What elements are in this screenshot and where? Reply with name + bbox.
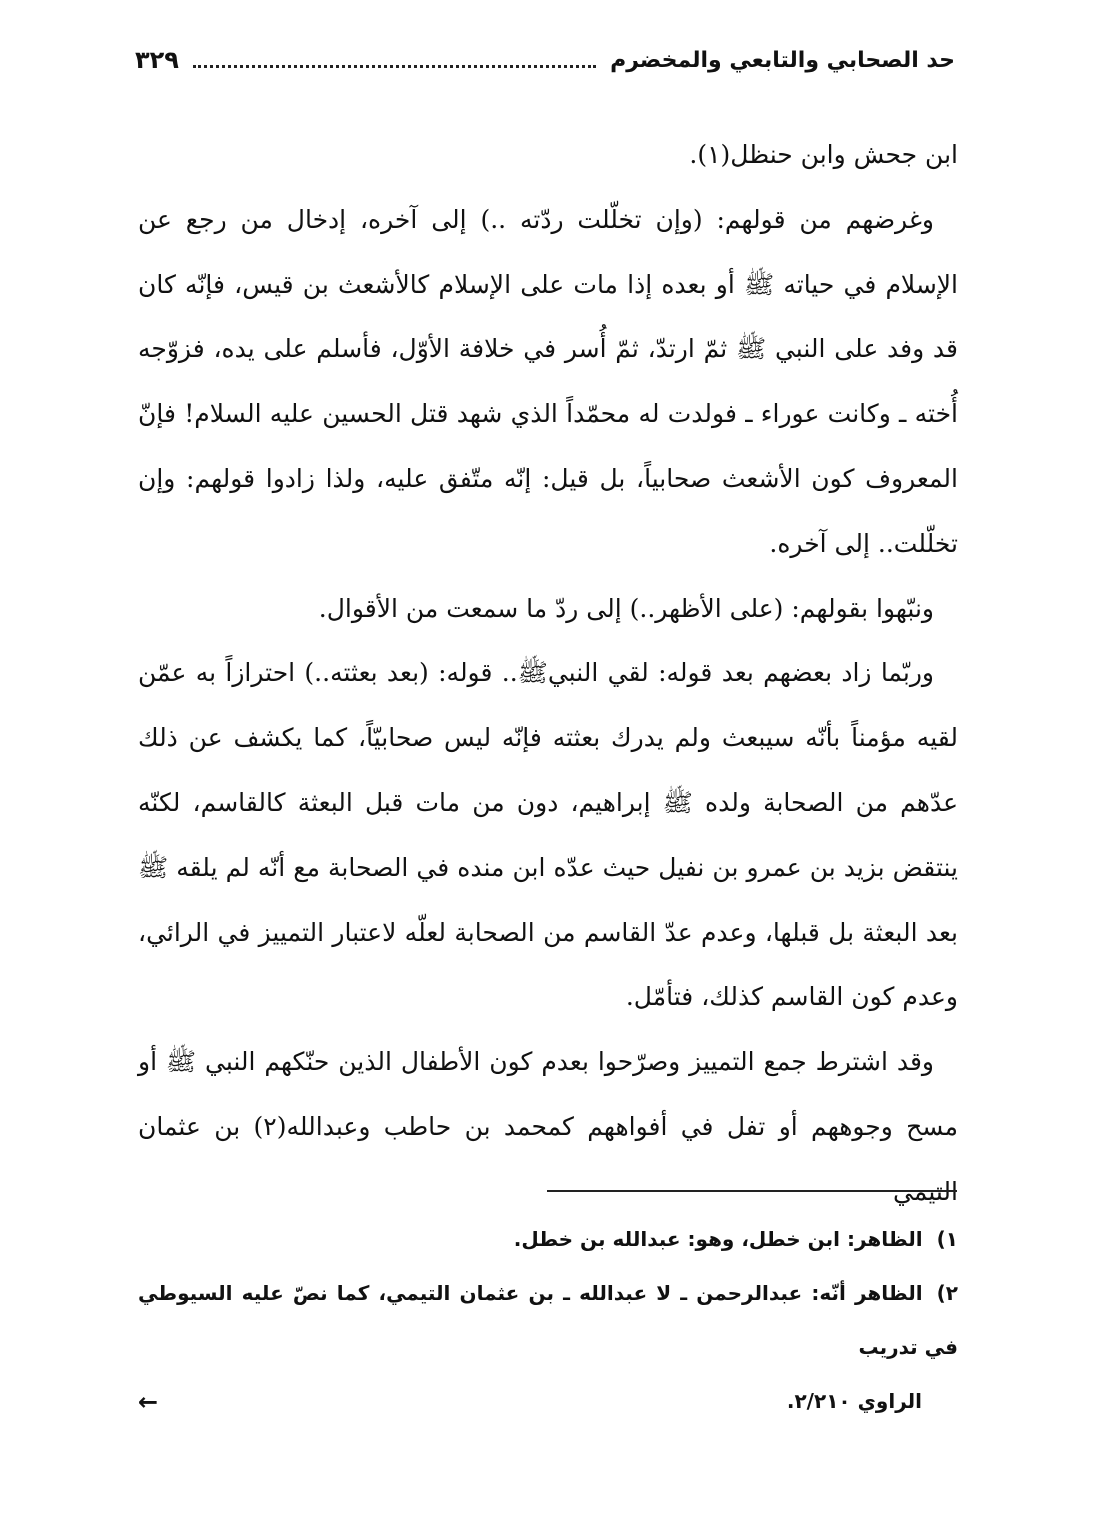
page-header [135, 38, 955, 82]
paragraph: وربّما زاد بعضهم بعد قوله: لقي النبيﷺ.. قوله: (بعد بعثته..) احترازاً به عمّن لقيه مؤمناً بأنّه سيبعث ولم يدرك بعثته فإنّه ليس صحابيّاً، كما يكشف عن ذلك عدّهم من الصحابة ولده ﷺ إبراهيم، دون من مات قبل البعثة كالقاسم، لكنّه ينتقض بزيد بن عمرو بن نفيل حيث عدّه ابن منده في الصحابة مع أنّه لم يلقه ﷺ بعد البعثة بل قبلها، وعدم عدّ القاسم من الصحابة لعلّه لاعتبار التمييز في الرائي، وعدم كون القاسم كذلك، فتأمّل. [138, 658, 958, 1012]
footnote [138, 1266, 958, 1374]
paragraph: وغرضهم من قولهم: (وإن تخلّلت ردّته ..) إلى آخره، إدخال من رجع عن الإسلام في حياته ﷺ أو بعده إذا مات على الإسلام كالأشعث بن قيس، فإنّه كان قد وفد على النبي ﷺ ثمّ ارتدّ، ثمّ أُسر في خلافة الأوّل، فأسلم على يده، فزوّجه أُخته ـ وكانت عوراء ـ فولدت له محمّداً الذي شهد قتل الحسين عليه السلام! فإنّ المعروف كون الأشعث صحابياً، بل قيل: إنّه متّفق عليه، ولذا زادوا قولهم: وإن تخلّلت.. إلى آخره. [138, 204, 959, 558]
running-title: حد الصحابي والتابعي والمخضرم [610, 47, 955, 73]
dotted-leader [193, 65, 596, 68]
main-text [138, 123, 958, 1225]
footnote-text: الراوي ٢/٢١٠. [786, 1389, 922, 1413]
paragraph: ونبّهوا بقولهم: (على الأظهر..) إلى ردّ ما سمعت من الأقوال. [318, 593, 934, 623]
footnote-text: الظاهر أنّه: عبدالرحمن ـ لا عبدالله ـ بن عثمان التيمي، كما نصّ عليه السيوطي في تدريب [138, 1281, 958, 1359]
paragraph: وقد اشترط جمع التمييز وصرّحوا بعدم كون الأطفال الذين حنّكهم النبي ﷺ أو مسح وجوههم أو تفل في أفواههم كمحمد بن حاطب وعبدالله(٢) بن عثمان التيمي [138, 1047, 958, 1206]
paragraph: ابن جحش وابن حنظل(١). [689, 140, 958, 169]
footnotes [138, 1212, 958, 1428]
continuation-arrow-icon: ← [138, 1388, 159, 1416]
footnote-number: ٢) [936, 1281, 958, 1305]
footnote-continuation [138, 1374, 958, 1428]
footnote [138, 1212, 958, 1266]
footnote-text: الظاهر: ابن خطل، وهو: عبدالله بن خطل. [513, 1227, 923, 1251]
footnote-separator [547, 1190, 957, 1192]
footnote-number: ١) [936, 1227, 958, 1251]
page-number: ٣٢٩ [135, 46, 179, 74]
